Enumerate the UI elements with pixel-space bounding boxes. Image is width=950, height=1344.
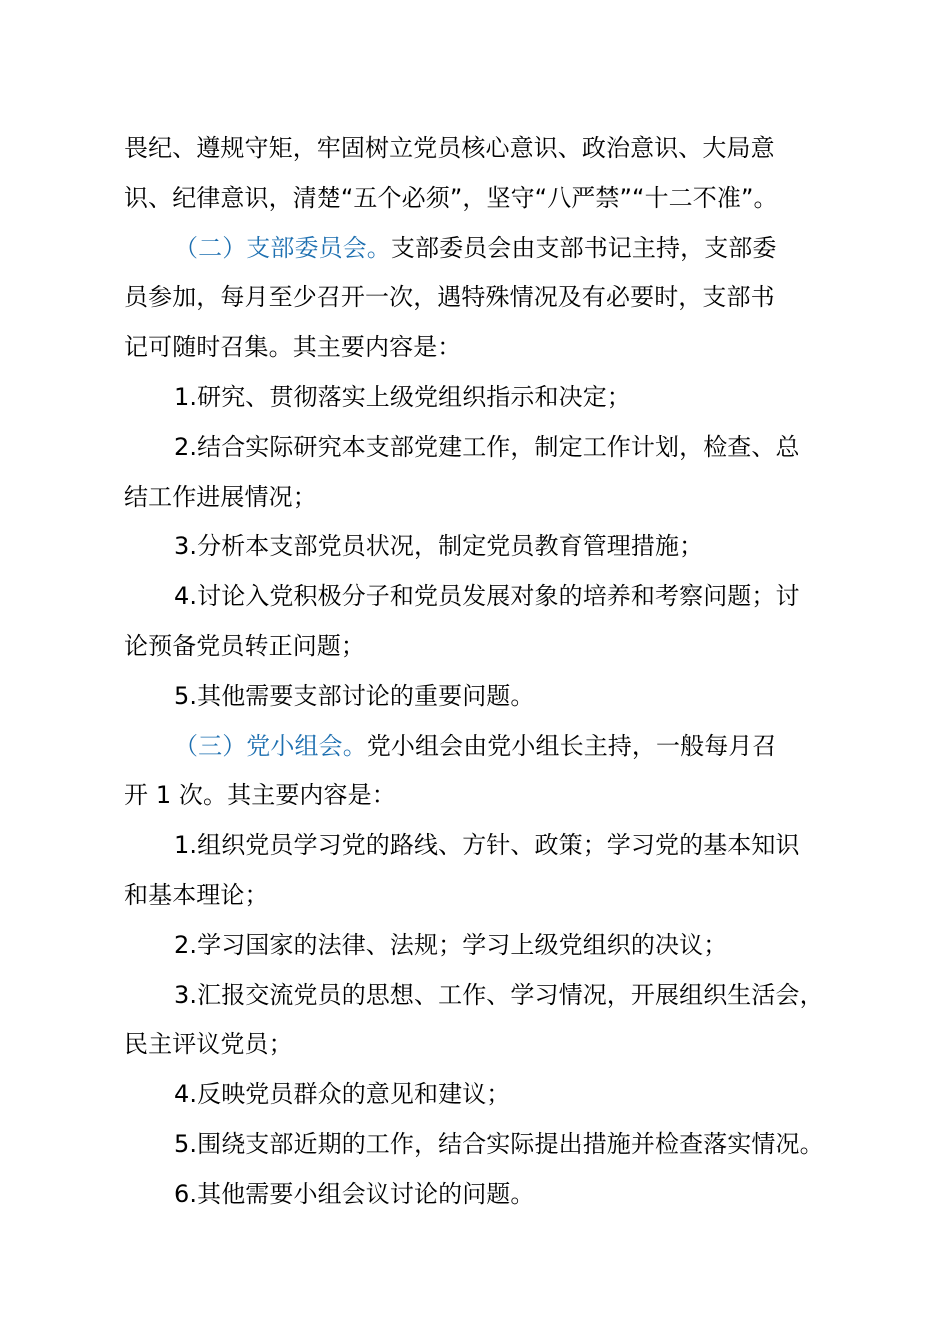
paragraph-line: 员参加，每月至少召开一次，遇特殊情况及有必要时，支部书 — [124, 283, 775, 312]
section-intro-text: 支部委员会由支部书记主持，支部委 — [390, 233, 777, 262]
list-item: 3.分析本支部党员状况，制定党员教育管理措施； — [174, 532, 704, 561]
list-item: 2.结合实际研究本支部党建工作，制定工作计划，检查、总 — [174, 432, 800, 461]
list-item: 6.其他需要小组会议讨论的问题。 — [174, 1179, 535, 1208]
section-intro-text: 党小组会由党小组长主持，一般每月召 — [366, 731, 777, 760]
list-item-continuation: 论预备党员转正问题； — [124, 631, 365, 660]
list-item: 5.围绕支部近期的工作，结合实际提出措施并检查落实情况。 — [174, 1129, 824, 1158]
paragraph-line: 记可随时召集。其主要内容是： — [124, 333, 462, 362]
section-heading-line — [124, 722, 844, 772]
list-item: 1.组织党员学习党的路线、方针、政策；学习党的基本知识 — [174, 831, 800, 860]
paragraph-line: 开 1 次。其主要内容是： — [124, 781, 396, 810]
list-item: 5.其他需要支部讨论的重要问题。 — [174, 681, 535, 710]
paragraph-line: 畏纪、遵规守矩，牢固树立党员核心意识、政治意识、大局意 — [124, 134, 775, 162]
list-item-continuation: 和基本理论； — [124, 880, 269, 909]
list-item-continuation: 民主评议党员； — [124, 1030, 293, 1059]
section-heading: （二）支部委员会。 — [174, 233, 391, 262]
paragraph-line: 识、纪律意识，清楚“五个必须”，坚守“八严禁”“十二不准”。 — [124, 183, 778, 212]
section-heading-line — [124, 224, 844, 274]
list-item: 1.研究、贯彻落实上级党组织指示和决定； — [174, 382, 631, 411]
section-heading: （三）党小组会。 — [174, 731, 367, 760]
list-item-continuation: 结工作进展情况； — [124, 482, 317, 511]
list-item: 2.学习国家的法律、法规；学习上级党组织的决议； — [174, 930, 728, 959]
list-item: 4.反映党员群众的意见和建议； — [174, 1080, 511, 1109]
list-item: 3.汇报交流党员的思想、工作、学习情况，开展组织生活会， — [174, 980, 824, 1009]
document-body — [124, 124, 844, 1220]
list-item: 4.讨论入党积极分子和党员发展对象的培养和考察问题；讨 — [174, 582, 800, 611]
